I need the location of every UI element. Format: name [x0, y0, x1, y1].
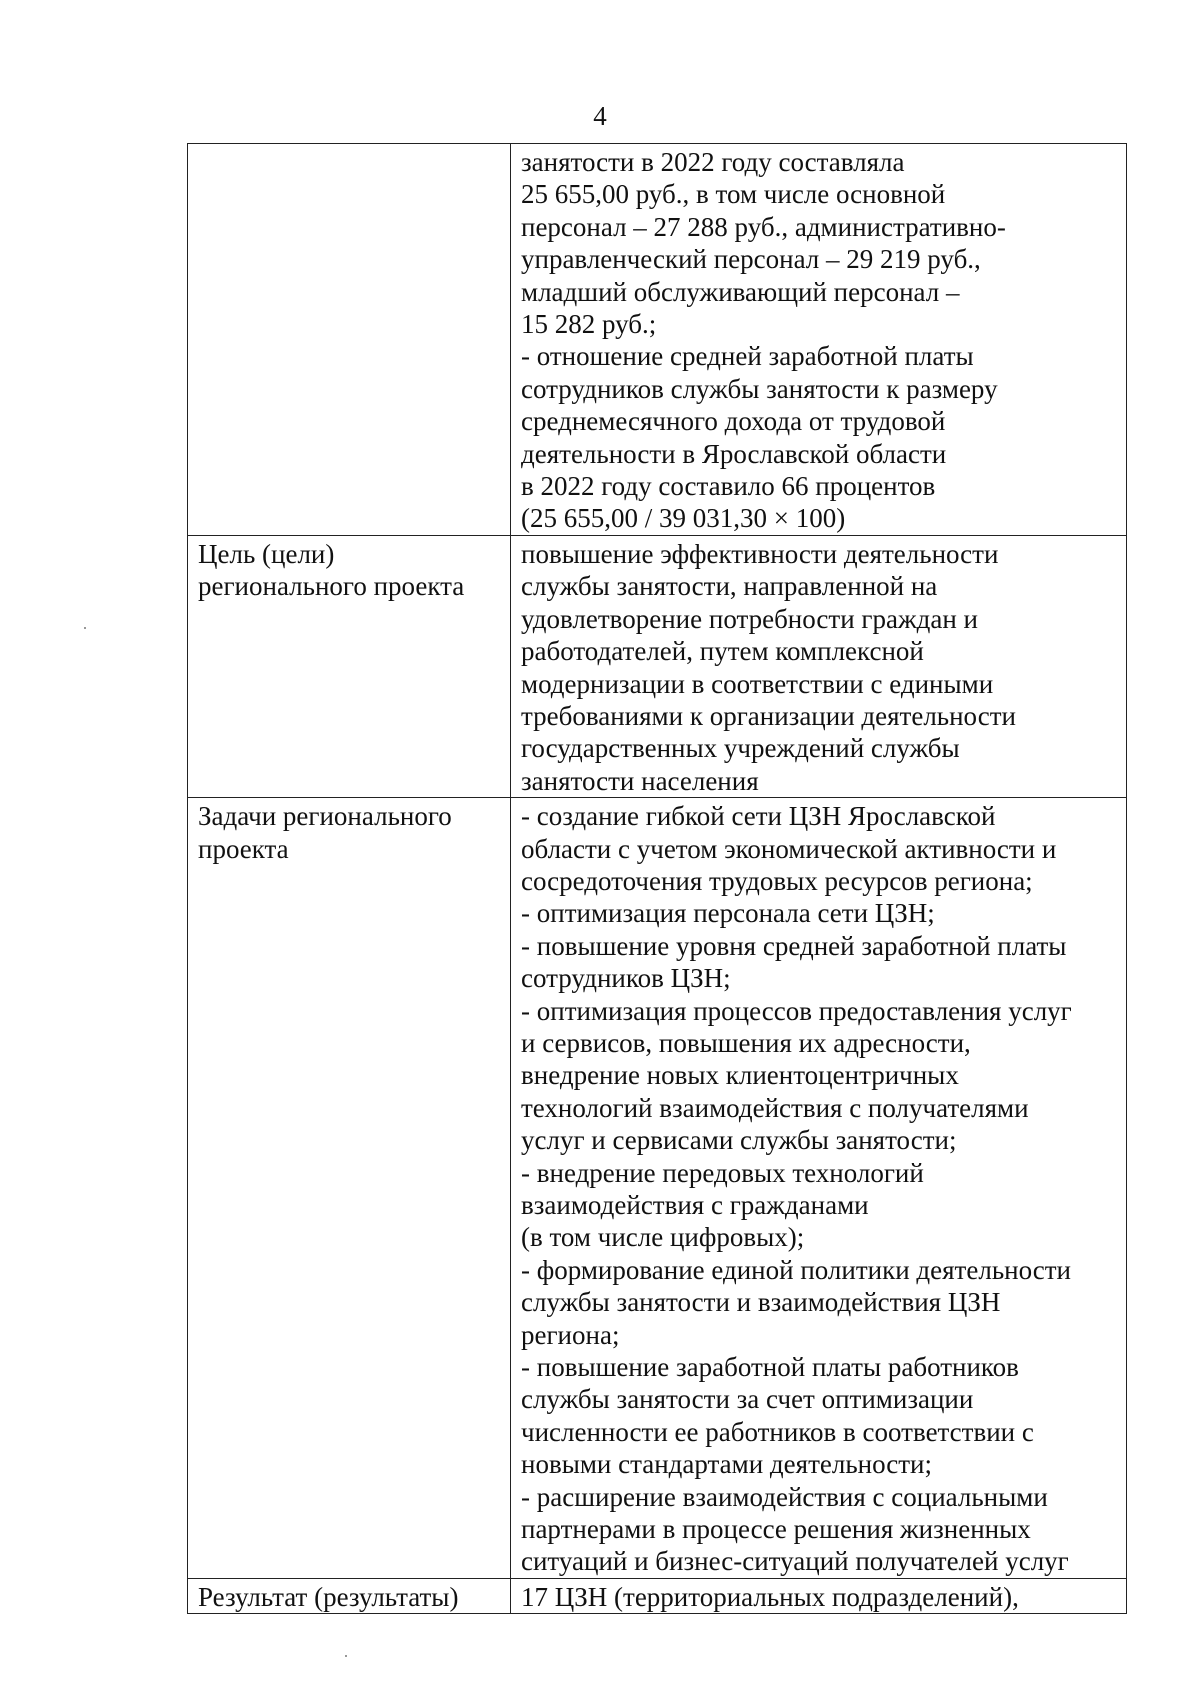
row-content-line: внедрение новых клиентоцентричных	[521, 1060, 959, 1091]
row-content-line: - оптимизация персонала сети ЦЗН;	[521, 898, 935, 929]
row-content-line: - оптимизация процессов предоставления услуг	[521, 995, 1072, 1026]
row-label-line: Цель (цели)	[198, 538, 335, 569]
scan-speck	[345, 1655, 347, 1657]
row-content-line: требованиями к организации деятельности	[521, 700, 1016, 731]
row-content-line: модернизации в соответствии с едиными	[521, 668, 994, 699]
row-content-line: - повышение заработной платы работников	[521, 1352, 1019, 1383]
row-content-line: среднемесячного дохода от трудовой	[521, 406, 946, 437]
row-content-line: численности ее работников в соответствии с	[521, 1416, 1034, 1447]
row-content-line: и сервисов, повышения их адресности,	[521, 1027, 971, 1058]
row-content-line: (25 655,00 / 39 031,30 × 100)	[521, 503, 846, 534]
row-label-cell	[188, 535, 511, 797]
row-content-line: ситуаций и бизнес-ситуаций получателей услуг	[521, 1546, 1069, 1577]
row-content-line: партнерами в процессе решения жизненных	[521, 1514, 1031, 1545]
row-content-line: службы занятости за счет оптимизации	[521, 1384, 974, 1415]
row-content-line: персонал – 27 288 руб., административно-	[521, 211, 1006, 242]
row-label-line: проекта	[198, 833, 289, 864]
row-label-cell	[188, 144, 511, 536]
row-content-line: - отношение средней заработной платы	[521, 341, 974, 372]
row-content-line: услуг и сервисами службы занятости;	[521, 1125, 957, 1156]
row-content-line: 25 655,00 руб., в том числе основной	[521, 179, 946, 210]
row-label-line: Результат (результаты)	[198, 1581, 459, 1612]
row-content-cell	[511, 535, 1127, 797]
row-content-line: повышение эффективности деятельности	[521, 538, 999, 569]
row-content-line: - внедрение передовых технологий	[521, 1157, 924, 1188]
row-content-line: сосредоточения трудовых ресурсов региона;	[521, 865, 1033, 896]
row-content-cell	[511, 144, 1127, 536]
row-content-line: управленческий персонал – 29 219 руб.,	[521, 244, 981, 275]
row-content-cell	[511, 798, 1127, 1579]
table-row	[188, 144, 1127, 536]
row-content-line: - формирование единой политики деятельности	[521, 1254, 1071, 1285]
row-content-line: службы занятости, направленной на	[521, 571, 938, 602]
row-content-line: 17 ЦЗН (территориальных подразделений),	[521, 1581, 1019, 1612]
scan-speck	[84, 627, 86, 629]
project-passport-table	[187, 143, 1127, 1614]
row-label-line: регионального проекта	[198, 571, 465, 602]
row-content-line: региона;	[521, 1319, 620, 1350]
table-row	[188, 535, 1127, 797]
row-label-line: Задачи регионального	[198, 801, 452, 832]
row-content-cell	[511, 1578, 1127, 1613]
row-content-line: - расширение взаимодействия с социальными	[521, 1481, 1048, 1512]
row-content-line: (в том числе цифровых);	[521, 1222, 805, 1253]
row-content-line: технологий взаимодействия с получателями	[521, 1092, 1029, 1123]
table-row	[188, 1578, 1127, 1613]
row-content-line: взаимодействия с гражданами	[521, 1190, 869, 1220]
row-label-cell	[188, 1578, 511, 1613]
page-number: 4	[593, 101, 607, 131]
row-content-line: занятости в 2022 году составляла	[521, 147, 905, 177]
row-content-line: области с учетом экономической активности и	[521, 833, 1057, 864]
row-content-line: деятельности в Ярославской области	[521, 438, 947, 469]
row-content-line: - создание гибкой сети ЦЗН Ярославской	[521, 801, 996, 832]
row-content-line: - повышение уровня средней заработной платы	[521, 930, 1067, 961]
row-content-line: государственных учреждений службы	[521, 733, 960, 764]
row-content-line: сотрудников ЦЗН;	[521, 963, 731, 994]
row-content-line: занятости населения	[521, 765, 759, 796]
row-content-line: в 2022 году составило 66 процентов	[521, 471, 936, 502]
row-content-line: младший обслуживающий персонал –	[521, 276, 960, 307]
row-content-line: службы занятости и взаимодействия ЦЗН	[521, 1287, 1001, 1318]
row-content-line: новыми стандартами деятельности;	[521, 1449, 932, 1480]
row-content-line: 15 282 руб.;	[521, 309, 657, 340]
row-content-line: удовлетворение потребности граждан и	[521, 603, 978, 634]
row-content-line: сотрудников службы занятости к размеру	[521, 373, 998, 404]
row-content-line: работодателей, путем комплексной	[521, 636, 924, 667]
row-label-cell	[188, 798, 511, 1579]
table-row	[188, 798, 1127, 1579]
